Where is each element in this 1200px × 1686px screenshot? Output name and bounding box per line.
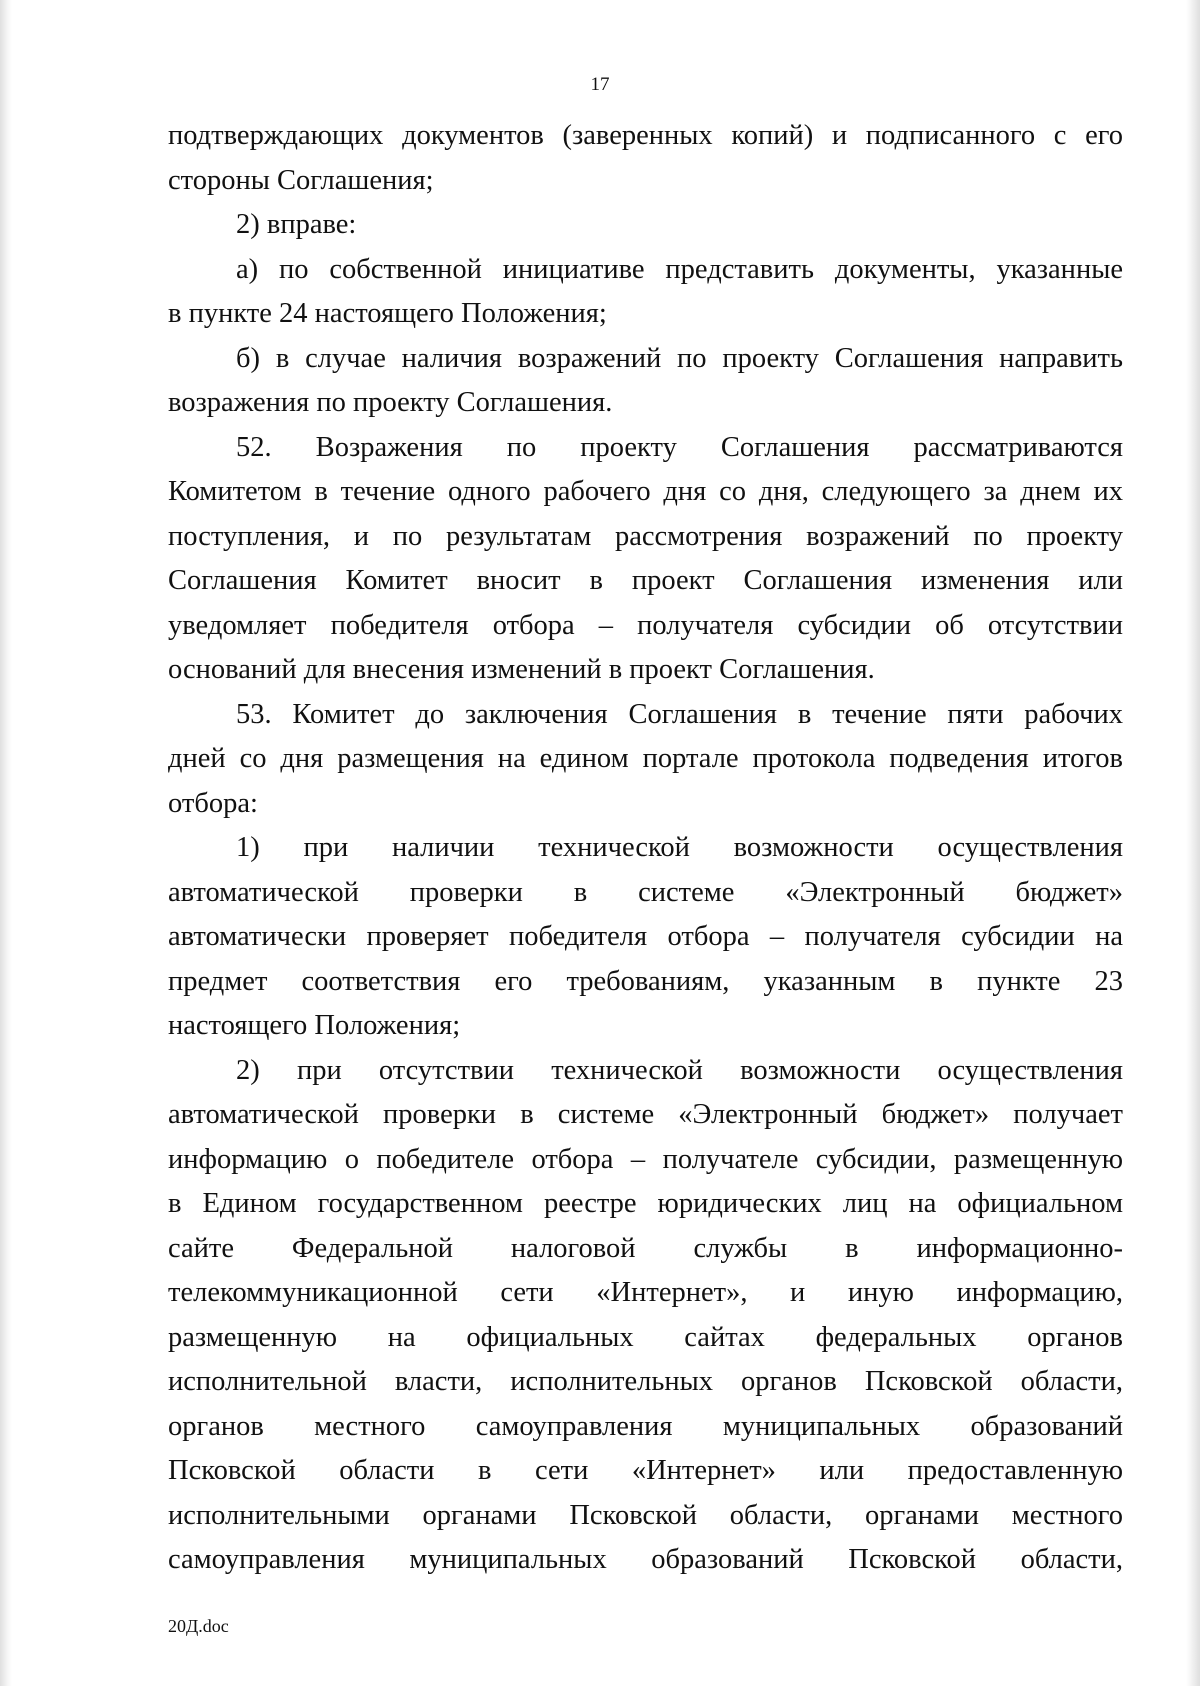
text-line: оснований для внесения изменений в проект Соглашения. <box>168 654 875 685</box>
text-line: уведомляет победителя отбора – получателя субсидии об отсутствии <box>168 609 1123 641</box>
text-line: а) по собственной инициативе представить документы, указанные <box>236 253 1123 285</box>
text-line: 2) при отсутствии технической возможности осуществления <box>236 1054 1123 1086</box>
text-line: предмет соответствия его требованиям, указанным в пункте 23 <box>168 965 1123 997</box>
text-line: автоматически проверяет победителя отбора – получателя субсидии на <box>168 921 1123 952</box>
text-line: б) в случае наличия возражений по проекту Соглашения направить <box>236 342 1123 374</box>
scan-edge-right <box>1186 0 1200 1686</box>
page-number: 17 <box>590 74 610 95</box>
text-line: настоящего Положения; <box>168 1010 461 1041</box>
text-line: Псковской области в сети «Интернет» или предоставленную <box>168 1455 1123 1486</box>
text-line: автоматической проверки в системе «Электронный бюджет» получает <box>168 1099 1123 1130</box>
text-line: поступления, и по результатам рассмотрения возражений по проекту <box>168 520 1123 552</box>
text-line: Соглашения Комитет вносит в проект Соглашения изменения или <box>168 565 1123 596</box>
text-line: самоуправления муниципальных образований Псковской области, <box>168 1544 1123 1575</box>
text-line: исполнительной власти, исполнительных органов Псковской области, <box>168 1366 1123 1397</box>
text-line: в Едином государственном реестре юридических лиц на официальном <box>168 1188 1123 1219</box>
text-line: подтверждающих документов (заверенных копий) и подписанного с его <box>168 120 1123 151</box>
text-line: 52. Возражения по проекту Соглашения рассматриваются <box>236 431 1123 463</box>
text-line: стороны Соглашения; <box>168 164 434 196</box>
footer-filename: 20Д.doc <box>168 1616 229 1636</box>
text-line: телекоммуникационной сети «Интернет», и иную информацию, <box>168 1277 1123 1308</box>
text-line: 1) при наличии технической возможности осуществления <box>236 832 1123 863</box>
text-line: информацию о победителе отбора – получателе субсидии, размещенную <box>168 1143 1123 1175</box>
text-line: автоматической проверки в системе «Электронный бюджет» <box>168 876 1123 908</box>
text-line: Комитетом в течение одного рабочего дня со дня, следующего за днем их <box>168 476 1123 507</box>
text-line: размещенную на официальных сайтах федеральных органов <box>168 1321 1123 1353</box>
document-body <box>168 114 1123 1583</box>
text-line: исполнительными органами Псковской области, органами местного <box>168 1499 1123 1531</box>
text-line: дней со дня размещения на едином портале протокола подведения итогов <box>168 743 1123 774</box>
text-line: отбора: <box>168 787 258 819</box>
text-line: 2) вправе: <box>236 209 357 240</box>
text-line: возражения по проекту Соглашения. <box>168 387 613 418</box>
text-line: сайте Федеральной налоговой службы в информационно- <box>168 1232 1123 1264</box>
scan-edge-left <box>0 0 12 1686</box>
text-line: в пункте 24 настоящего Положения; <box>168 298 607 329</box>
text-line: органов местного самоуправления муниципальных образований <box>168 1410 1123 1442</box>
text-line: 53. Комитет до заключения Соглашения в течение пяти рабочих <box>236 698 1123 730</box>
